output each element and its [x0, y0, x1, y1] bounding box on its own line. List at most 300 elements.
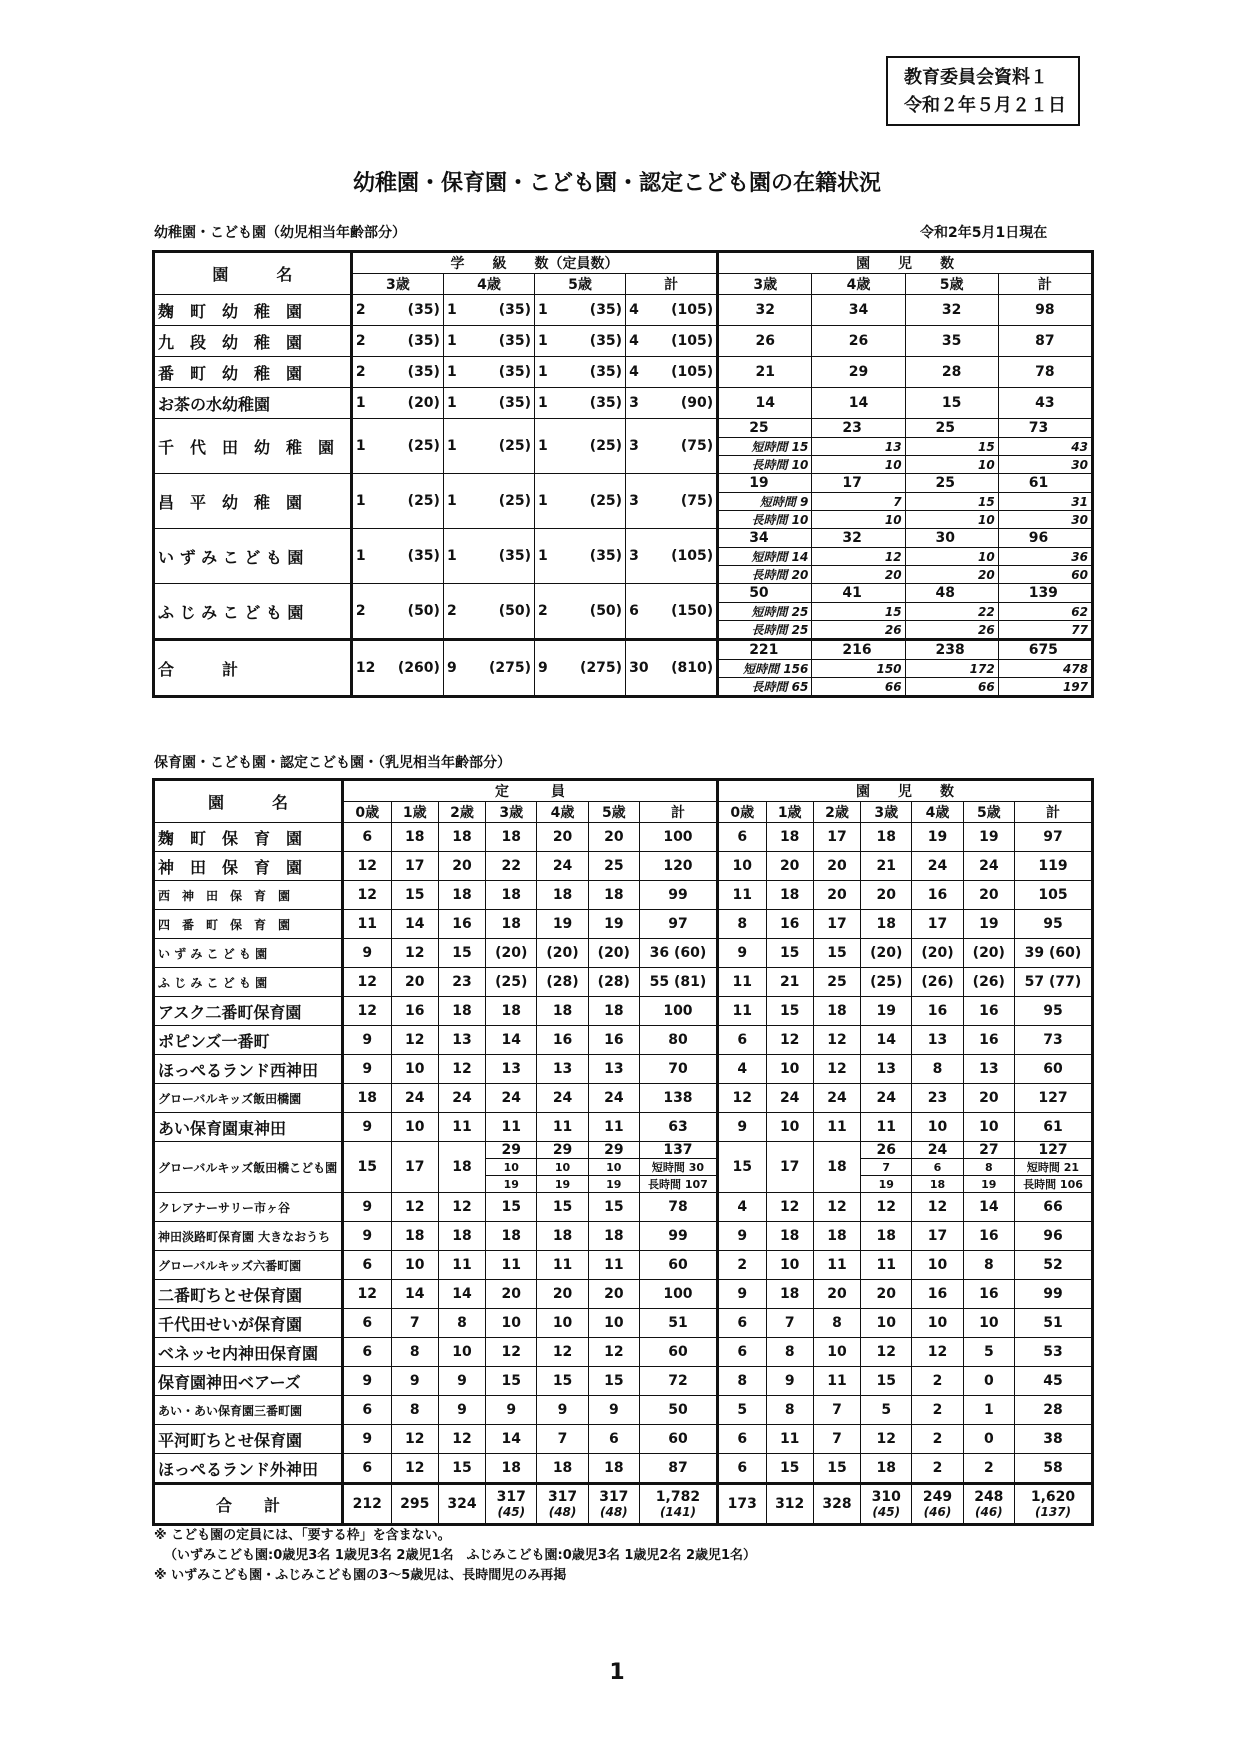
- kids-cell: 28: [905, 357, 998, 388]
- kids-cell: 43: [998, 388, 1092, 419]
- kids-value: 8: [932, 1061, 943, 1077]
- kids-cell: 34: [718, 529, 812, 548]
- capacity-sub-cell: 長時間 107: [639, 1176, 717, 1193]
- class-cell: 1: [535, 474, 571, 529]
- kids-value: 8: [983, 1257, 994, 1273]
- nursery-name: ポピンズ一番町: [154, 1026, 343, 1055]
- kids-cell: [861, 1280, 912, 1309]
- capacity-cell: [343, 852, 392, 881]
- class-cell: 2: [351, 295, 388, 326]
- nursery-name: 四 番 町 保 育 園: [154, 910, 343, 939]
- kids-subtotal-cell: 31: [998, 493, 1092, 511]
- kids-value: 51: [1043, 1315, 1063, 1331]
- kids-value: 2: [983, 1460, 994, 1476]
- capacity-value: 18: [452, 887, 472, 903]
- class-cell: 3: [626, 388, 662, 419]
- kids-subtotal-cell: 12: [812, 548, 905, 566]
- capacity-cell: [639, 1280, 717, 1309]
- kids-cell: [1015, 1026, 1093, 1055]
- capacity-value: 16: [404, 1003, 425, 1019]
- kids-subtotal-cell: 15: [905, 438, 998, 456]
- kids-cell: [912, 852, 963, 881]
- capacity-value: (20): [546, 945, 579, 961]
- capacity-value: (28): [597, 974, 630, 990]
- capacity-cell: [486, 852, 537, 881]
- kids-cell: [1015, 1396, 1093, 1425]
- kids-cell: [766, 881, 813, 910]
- capacity-cell: [438, 1454, 485, 1484]
- kids-subtotal-cell: 10: [812, 456, 905, 474]
- kids-cell: [912, 1396, 963, 1425]
- kids-subtotal-cell: 30: [998, 456, 1092, 474]
- kids-cell: 221: [718, 640, 812, 660]
- kids-subtotal-cell: 150: [812, 660, 905, 678]
- capacity-value: 100: [663, 829, 693, 845]
- kids-cell: 675: [998, 640, 1092, 660]
- capacity-value: 6: [608, 1431, 619, 1447]
- kindergarten-name: 九 段 幼 稚 園: [154, 326, 352, 357]
- class-cell: 1: [535, 388, 571, 419]
- capacity-cell: [486, 910, 537, 939]
- capacity-value: 13: [501, 1061, 522, 1077]
- kids-cell: [766, 910, 813, 939]
- kids-cell: [912, 939, 963, 968]
- kids-cell: [912, 1454, 963, 1484]
- kids-value: 24: [979, 858, 999, 874]
- capacity-value: 12: [404, 1431, 425, 1447]
- kids-value: 6: [737, 829, 748, 845]
- kids-value: 18: [876, 829, 896, 845]
- capacity-cell: [639, 1454, 717, 1484]
- nursery-name: アスク二番町保育園: [154, 997, 343, 1026]
- kids-cell: [717, 1396, 766, 1425]
- kids-sub-cell: 8: [963, 1159, 1014, 1176]
- kids-cell: [963, 1055, 1014, 1084]
- kids-cell: [766, 823, 813, 852]
- capacity-value: 99: [668, 887, 688, 903]
- capacity-cell: [438, 1084, 485, 1113]
- capacity-value: 100: [663, 1286, 693, 1302]
- kids-subtotal-cell: 長時間 25: [718, 621, 812, 640]
- kids-value: 9: [737, 1286, 748, 1302]
- kids-cell: 50: [718, 584, 812, 603]
- kids-value: 18: [876, 1460, 896, 1476]
- kids-cell: [861, 1113, 912, 1142]
- kids-cell: [861, 1309, 912, 1338]
- capacity-cell: [588, 910, 639, 939]
- kids-subtotal-cell: 60: [998, 566, 1092, 584]
- capacity-value: 20: [604, 829, 624, 845]
- kids-value: 248: [974, 1489, 1004, 1505]
- kids-value: 38: [1043, 1431, 1063, 1447]
- table-row: [154, 1454, 1093, 1484]
- kids-cell: [963, 1084, 1014, 1113]
- header-kids-count: 園 児 数: [717, 780, 1092, 802]
- capacity-value: 12: [404, 945, 425, 961]
- capacity-value: 18: [501, 1228, 522, 1244]
- kindergarten-name: 麹 町 幼 稚 園: [154, 295, 352, 326]
- kids-cell: 238: [905, 640, 998, 660]
- capacity-value: 20: [552, 1286, 573, 1302]
- class-cell: (35): [480, 357, 535, 388]
- kids-cell: [861, 1251, 912, 1280]
- header-name: 園 名: [154, 780, 343, 823]
- capacity-cell: [391, 1484, 438, 1525]
- capacity-value: 9: [362, 1199, 373, 1215]
- kids-cell: [1015, 997, 1093, 1026]
- capacity-value: 51: [668, 1315, 688, 1331]
- kids-cell: [912, 1084, 963, 1113]
- capacity-cell: [588, 1425, 639, 1454]
- capacity-cell: [537, 1454, 588, 1484]
- kids-value: 119: [1038, 858, 1068, 874]
- capacity-value: 12: [604, 1344, 624, 1360]
- header-kids-count: 園 児 数: [718, 252, 1093, 274]
- capacity-value: 16: [552, 1032, 573, 1048]
- capacity-cell: [486, 1484, 537, 1525]
- kids-value: 19: [979, 829, 999, 845]
- capacity-cell: 17: [391, 1142, 438, 1193]
- capacity-value: 6: [362, 1460, 373, 1476]
- kids-cell: 26: [861, 1142, 912, 1159]
- nursery-name: グローバルキッズ飯田橋園: [154, 1084, 343, 1113]
- class-cell: (35): [389, 326, 444, 357]
- kids-cell: 23: [812, 419, 905, 438]
- kids-subtotal-cell: 20: [812, 566, 905, 584]
- capacity-cell: [588, 852, 639, 881]
- kids-cell: [1015, 939, 1093, 968]
- kids-cell: [912, 1367, 963, 1396]
- kids-cell: [766, 1193, 813, 1222]
- kids-cell: [813, 997, 860, 1026]
- kids-value: 58: [1043, 1460, 1063, 1476]
- capacity-cell: [639, 1113, 717, 1142]
- kids-cell: [813, 1084, 860, 1113]
- kids-value: 6: [737, 1315, 748, 1331]
- class-cell: (90): [662, 388, 718, 419]
- kids-value: 0: [983, 1431, 994, 1447]
- capacity-value: 9: [557, 1402, 568, 1418]
- capacity-cell: 15: [343, 1142, 392, 1193]
- kids-value: 18: [779, 1228, 800, 1244]
- capacity-value: 22: [501, 858, 522, 874]
- capacity-value: 25: [604, 858, 624, 874]
- kids-value: 9: [737, 1228, 748, 1244]
- capacity-value: 15: [552, 1373, 573, 1389]
- capacity-value: 50: [668, 1402, 688, 1418]
- kids-value: 12: [779, 1032, 800, 1048]
- kids-cell: [861, 1396, 912, 1425]
- kids-value: 20: [876, 1286, 896, 1302]
- kids-cell: [1015, 910, 1093, 939]
- table-row: [154, 997, 1093, 1026]
- kids-cell: [717, 1026, 766, 1055]
- capacity-cell: [639, 823, 717, 852]
- capacity-cell: [486, 997, 537, 1026]
- nursery-name: 二番町ちとせ保育園: [154, 1280, 343, 1309]
- kids-cell: [813, 1338, 860, 1367]
- kids-cell: [912, 1338, 963, 1367]
- capacity-cell: [438, 881, 485, 910]
- kids-value: 12: [779, 1199, 800, 1215]
- capacity-value: 18: [604, 887, 624, 903]
- kids-cell: [861, 881, 912, 910]
- capacity-value: 10: [552, 1315, 573, 1331]
- kids-cell: [861, 968, 912, 997]
- kids-subtotal-cell: 長時間 20: [718, 566, 812, 584]
- capacity-value: 20: [604, 1286, 624, 1302]
- kids-subtotal-cell: 長時間 65: [718, 678, 812, 697]
- capacity-cell: [588, 997, 639, 1026]
- kids-cell: [861, 1193, 912, 1222]
- kids-cell: [813, 852, 860, 881]
- class-cell: (50): [389, 584, 444, 640]
- kids-value: 23: [927, 1090, 948, 1106]
- capacity-cell: [639, 1026, 717, 1055]
- kids-cell: [717, 1425, 766, 1454]
- class-cell: (20): [389, 388, 444, 419]
- table-row: [154, 1280, 1093, 1309]
- kids-cell: [766, 1222, 813, 1251]
- capacity-value: 18: [452, 1228, 472, 1244]
- capacity-cell: [438, 1425, 485, 1454]
- kids-cell: [813, 1113, 860, 1142]
- kids-value: 12: [876, 1199, 896, 1215]
- capacity-cell: [343, 1367, 392, 1396]
- kids-value: 13: [876, 1061, 896, 1077]
- kids-cell: [963, 1338, 1014, 1367]
- capacity-value: 324: [447, 1496, 477, 1512]
- kindergarten-name: お茶の水幼稚園: [154, 388, 352, 419]
- kids-value: 11: [732, 1003, 752, 1019]
- kids-subtotal-cell: 長時間 10: [718, 511, 812, 529]
- kids-cell: [861, 1055, 912, 1084]
- kids-cell: [717, 1251, 766, 1280]
- class-cell: 1: [351, 419, 388, 474]
- capacity-value: 12: [357, 1286, 378, 1302]
- table-row: [154, 1026, 1093, 1055]
- capacity-value: 1,782: [655, 1489, 701, 1505]
- capacity-value: 18: [552, 887, 573, 903]
- capacity-cell: [537, 1222, 588, 1251]
- kids-value: 17: [827, 829, 847, 845]
- nursery-name: 西 神 田 保 育 園: [154, 881, 343, 910]
- class-cell: 1: [443, 326, 479, 357]
- table-row: [154, 388, 1093, 419]
- kids-value: 20: [827, 858, 847, 874]
- kids-cell: [717, 1338, 766, 1367]
- capacity-cell: [486, 1055, 537, 1084]
- capacity-cell: [438, 1484, 485, 1525]
- kids-cell: [963, 1484, 1014, 1525]
- kids-value: 15: [779, 945, 800, 961]
- kids-value: 8: [784, 1402, 795, 1418]
- capacity-cell: [343, 968, 392, 997]
- kids-cell: [963, 1454, 1014, 1484]
- class-cell: (25): [571, 474, 626, 529]
- kids-cell: [766, 1309, 813, 1338]
- capacity-cell: [486, 968, 537, 997]
- class-cell: (260): [389, 640, 444, 697]
- kids-value: 12: [827, 1199, 847, 1215]
- capacity-value: 7: [557, 1431, 568, 1447]
- capacity-cell: [537, 997, 588, 1026]
- capacity-cell: [537, 910, 588, 939]
- kids-cell: [717, 1113, 766, 1142]
- kids-value: 173: [727, 1496, 757, 1512]
- capacity-cell: [486, 1425, 537, 1454]
- kids-cell: [861, 1338, 912, 1367]
- capacity-cell: [438, 1113, 485, 1142]
- kids-value: 7: [832, 1402, 842, 1418]
- header-capacity-age: 1歳: [391, 802, 438, 823]
- kids-cell: [766, 852, 813, 881]
- class-cell: (35): [571, 529, 626, 584]
- page-number: 1: [609, 1660, 625, 1685]
- section1-asof: 令和2年5月1日現在: [920, 225, 1048, 241]
- kids-paren: (46): [974, 1505, 1003, 1519]
- kids-value: 2: [932, 1460, 943, 1476]
- kids-value: 12: [876, 1431, 896, 1447]
- class-cell: (35): [571, 295, 626, 326]
- kids-value: 6: [737, 1032, 748, 1048]
- kids-cell: [717, 1084, 766, 1113]
- kids-value: 7: [832, 1431, 842, 1447]
- capacity-cell: [438, 1396, 485, 1425]
- kids-sub-cell: 19: [963, 1176, 1014, 1193]
- capacity-sub-cell: 10: [588, 1159, 639, 1176]
- kids-value: 2: [932, 1373, 943, 1389]
- kids-cell: [717, 1454, 766, 1484]
- header-capacity-age: 4歳: [537, 802, 588, 823]
- capacity-cell: [588, 881, 639, 910]
- table-row: [154, 1251, 1093, 1280]
- kids-cell: [1015, 1367, 1093, 1396]
- capacity-cell: [537, 881, 588, 910]
- capacity-value: 11: [501, 1257, 522, 1273]
- capacity-value: 18: [501, 1460, 522, 1476]
- capacity-cell: [438, 852, 485, 881]
- capacity-cell: [639, 910, 717, 939]
- kids-value: (20): [921, 945, 954, 961]
- capacity-cell: [391, 1309, 438, 1338]
- kids-value: 24: [927, 858, 948, 874]
- kids-cell: [963, 1193, 1014, 1222]
- class-cell: (50): [571, 584, 626, 640]
- class-cell: 1: [443, 388, 479, 419]
- capacity-cell: [588, 1026, 639, 1055]
- capacity-value: 15: [452, 945, 472, 961]
- kids-cell: 25: [905, 474, 998, 493]
- note-2: （いずみこども園:0歳児3名 1歳児3名 2歳児1名 ふじみこども園:0歳児3名 1歳児2名 2歳児1名）: [164, 1548, 757, 1563]
- class-cell: (35): [480, 295, 535, 326]
- stamp-line-1: 教育委員会資料１: [904, 67, 1048, 88]
- kids-value: 18: [779, 1286, 800, 1302]
- capacity-value: 11: [501, 1119, 522, 1135]
- capacity-cell: [639, 852, 717, 881]
- capacity-cell: [486, 1113, 537, 1142]
- kids-value: 17: [927, 1228, 948, 1244]
- class-cell: 2: [535, 584, 571, 640]
- capacity-value: 18: [501, 887, 522, 903]
- kids-value: 4: [737, 1199, 748, 1215]
- capacity-cell: [438, 1222, 485, 1251]
- table-row: [154, 584, 1093, 603]
- kids-value: 10: [779, 1119, 800, 1135]
- kids-subtotal-cell: 短時間 9: [718, 493, 812, 511]
- kids-cell: [963, 997, 1014, 1026]
- capacity-value: 13: [604, 1061, 624, 1077]
- kids-cell: [861, 852, 912, 881]
- kids-cell: [1015, 1084, 1093, 1113]
- capacity-cell: [391, 881, 438, 910]
- kids-cell: [963, 1367, 1014, 1396]
- capacity-paren: (48): [548, 1505, 577, 1519]
- capacity-cell: [391, 1367, 438, 1396]
- capacity-value: 36 (60): [649, 945, 707, 961]
- capacity-value: (20): [495, 945, 528, 961]
- class-cell: (35): [571, 326, 626, 357]
- kindergarten-name: 番 町 幼 稚 園: [154, 357, 352, 388]
- kids-cell: [1015, 1055, 1093, 1084]
- kids-cell: [1015, 1309, 1093, 1338]
- kids-paren: (46): [923, 1505, 952, 1519]
- capacity-cell: [588, 1084, 639, 1113]
- kids-cell: [1015, 1193, 1093, 1222]
- kids-paren: (45): [872, 1505, 901, 1519]
- kids-value: 16: [927, 1286, 948, 1302]
- capacity-value: 6: [362, 1315, 373, 1331]
- nursery-name: ほっぺるランド外神田: [154, 1454, 343, 1484]
- nursery-name: あい保育園東神田: [154, 1113, 343, 1142]
- capacity-cell: [343, 1113, 392, 1142]
- kids-value: 8: [737, 916, 748, 932]
- kids-value: 10: [927, 1257, 948, 1273]
- class-cell: 1: [351, 529, 388, 584]
- kids-cell: 35: [905, 326, 998, 357]
- kids-subtotal-cell: 478: [998, 660, 1092, 678]
- capacity-value: 317: [599, 1489, 629, 1505]
- header-kids-age: 4歳: [812, 274, 905, 295]
- kids-value: 16: [927, 1003, 948, 1019]
- capacity-value: 10: [501, 1315, 522, 1331]
- kids-value: 73: [1043, 1032, 1063, 1048]
- table-row: [154, 852, 1093, 881]
- capacity-value: 12: [404, 1032, 425, 1048]
- kids-cell: [717, 823, 766, 852]
- class-cell: 1: [443, 419, 479, 474]
- capacity-cell: [391, 1193, 438, 1222]
- capacity-cell: [486, 1193, 537, 1222]
- table-row: [154, 910, 1093, 939]
- kids-cell: 26: [812, 326, 905, 357]
- kids-cell: [963, 1251, 1014, 1280]
- capacity-value: 24: [404, 1090, 425, 1106]
- kids-value: 28: [1043, 1402, 1063, 1418]
- kids-subtotal-cell: 長時間 10: [718, 456, 812, 474]
- kids-cell: [963, 1425, 1014, 1454]
- table-row: [154, 357, 1093, 388]
- kids-value: 6: [737, 1431, 748, 1447]
- kids-value: 19: [876, 1003, 896, 1019]
- kids-value: 18: [876, 916, 896, 932]
- capacity-value: 18: [501, 916, 522, 932]
- header-kids-age: 2歳: [813, 802, 860, 823]
- kids-cell: [813, 939, 860, 968]
- capacity-value: 9: [362, 945, 373, 961]
- capacity-cell: [438, 1338, 485, 1367]
- kids-value: 11: [827, 1119, 847, 1135]
